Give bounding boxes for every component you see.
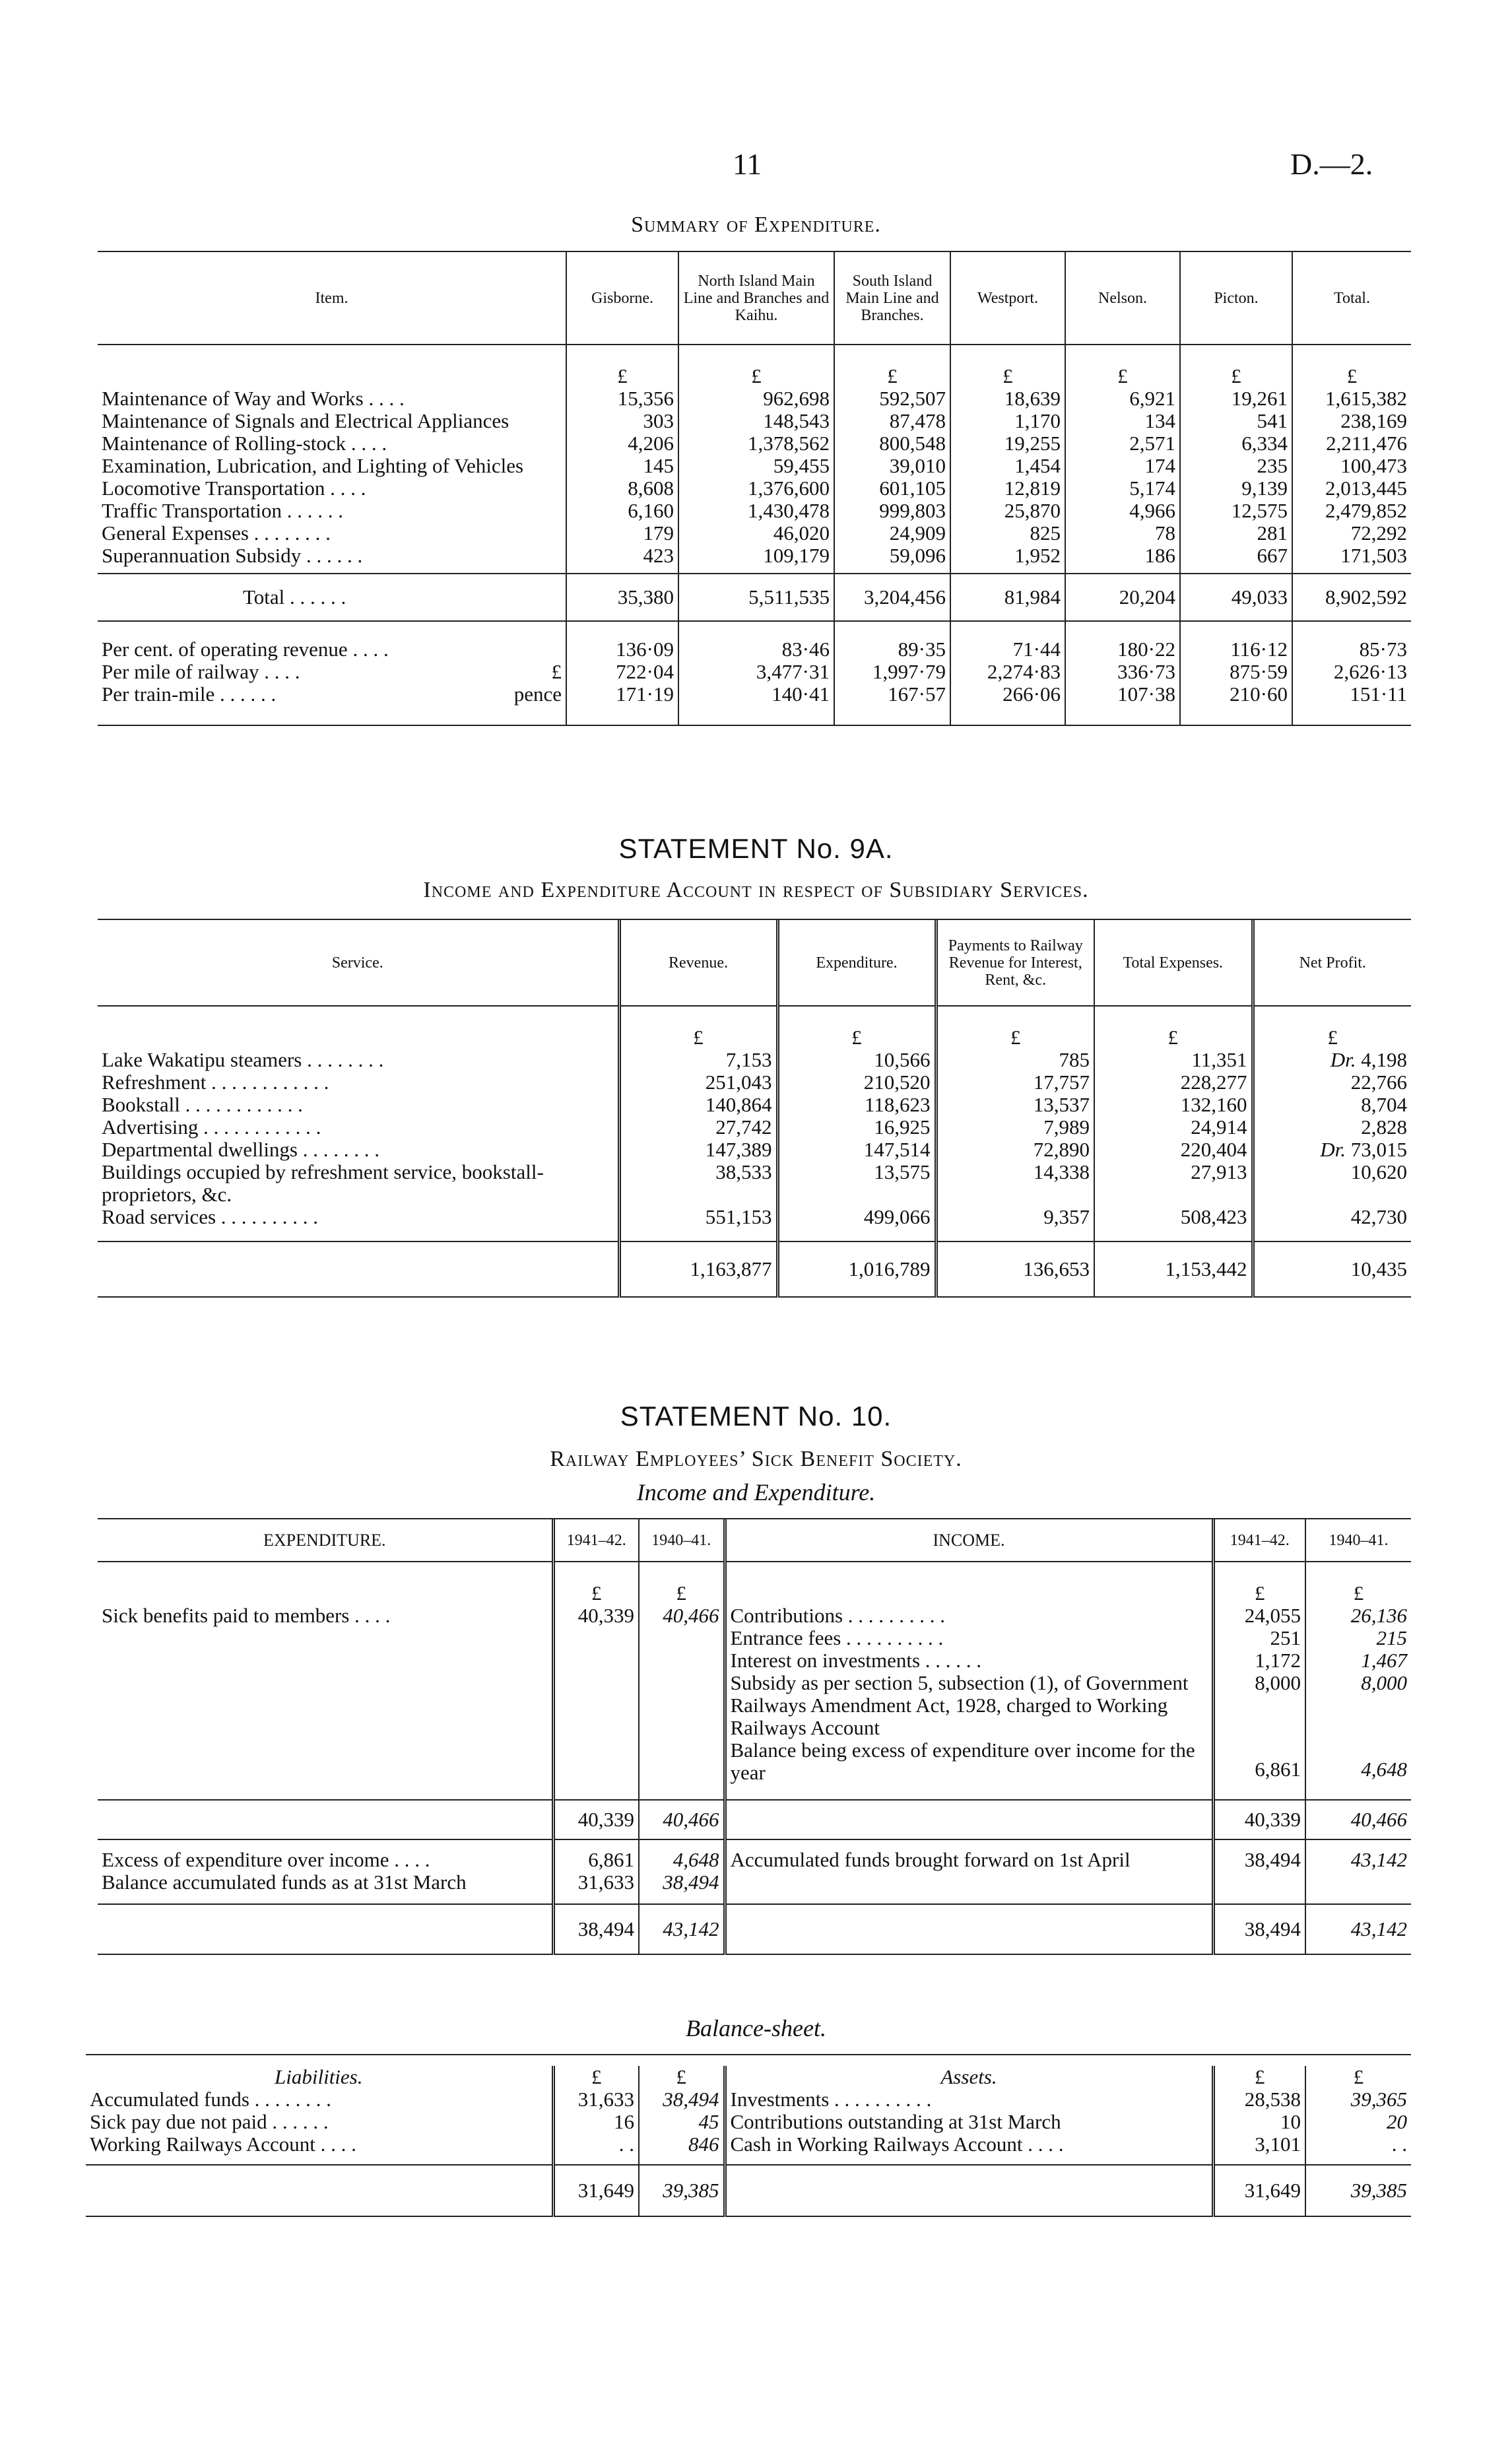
table-row: General Expenses . . . . . . . . 179 46,020 24,909 825 78 281 72,292 bbox=[98, 522, 1411, 545]
grand-total-row: 38,494 43,142 38,494 43,142 bbox=[98, 1904, 1411, 1954]
balance-header-row: Liabilities. £ £ Assets. £ £ bbox=[86, 2066, 1411, 2088]
subtotal-row: 40,339 40,466 40,339 40,466 bbox=[98, 1800, 1411, 1839]
table-row: Per mile of railway . . . . £ 722·04 3,477·31 1,997·79 2,274·83 336·73 875·59 2,626·13 bbox=[98, 661, 1411, 683]
table-row: Subsidy as per section 5, subsection (1), of Government Railways Amendment Act, 1928, charged to Working Railways Account 8,000 8,000 bbox=[98, 1672, 1411, 1739]
table-row: Sick benefits paid to members . . . . 40,339 40,466 Contributions . . . . . . . . . . 24,055 26,136 bbox=[98, 1604, 1411, 1627]
sick-benefit-table bbox=[98, 1519, 1411, 1955]
table-row: Working Railways Account . . . . . . 846 Cash in Working Railways Account . . . . 3,101 . . bbox=[86, 2133, 1411, 2165]
table-row: Balance accumulated funds as at 31st March 31,633 38,494 bbox=[98, 1871, 1411, 1904]
col-item: Item. bbox=[315, 289, 348, 307]
table-row: Advertising . . . . . . . . . . . . 27,742 16,925 7,989 24,914 2,828 bbox=[98, 1116, 1411, 1139]
table-row: Per train-mile . . . . . . pence 171·19 140·41 167·57 266·06 107·38 210·60 151·11 bbox=[98, 683, 1411, 725]
table-row: Sick pay due not paid . . . . . . 16 45 Contributions outstanding at 31st March 10 20 bbox=[86, 2111, 1411, 2133]
document-reference: D.—2. bbox=[1290, 147, 1373, 181]
currency-row: £ £ £ £ £ £ £ bbox=[98, 365, 1411, 387]
table-row: Maintenance of Way and Works . . . . 15,356 962,698 592,507 18,639 6,921 19,261 1,615,382 bbox=[98, 387, 1411, 410]
table-row: Superannuation Subsidy . . . . . . 423 109,179 59,096 1,952 186 667 171,503 bbox=[98, 545, 1411, 574]
table-row: Per cent. of operating revenue . . . . 136·09 83·46 89·35 71·44 180·22 116·12 85·73 bbox=[98, 638, 1411, 661]
col-total: Total. bbox=[1292, 252, 1411, 345]
summary-title: Summary of Expenditure. bbox=[631, 213, 881, 237]
table-row: Locomotive Transportation . . . . 8,608 1,376,600 601,105 12,819 5,174 9,139 2,013,445 bbox=[98, 477, 1411, 500]
table-row: Excess of expenditure over income . . . . 6,861 4,648 Accumulated funds brought forward on 1st April 38,494 43,142 bbox=[98, 1849, 1411, 1871]
col-net-profit: Net Profit. bbox=[1253, 920, 1411, 1006]
liabilities-header: Liabilities. bbox=[275, 2065, 363, 2088]
table-row: Maintenance of Rolling-stock . . . . 4,206 1,378,562 800,548 19,255 2,571 6,334 2,211,476 bbox=[98, 432, 1411, 455]
table-row: Examination, Lubrication, and Lighting of Vehicles 145 59,455 39,010 1,454 174 235 100,473 bbox=[98, 455, 1411, 477]
col-picton: Picton. bbox=[1180, 252, 1292, 345]
table-row: Maintenance of Signals and Electrical Appliances 303 148,543 87,478 1,170 134 541 238,169 bbox=[98, 410, 1411, 432]
assets-header: Assets. bbox=[725, 2066, 1213, 2088]
summary-table bbox=[98, 252, 1411, 726]
total-row: Total . . . . . . 35,380 5,511,535 3,204,456 81,984 20,204 49,033 8,902,592 bbox=[98, 574, 1411, 621]
statement-9a-heading: STATEMENT No. 9A. bbox=[618, 833, 894, 864]
col-westport: Westport. bbox=[950, 252, 1065, 345]
statement-10-subtitle: Income and Expenditure. bbox=[636, 1479, 876, 1505]
statement-10-heading: STATEMENT No. 10. bbox=[620, 1401, 892, 1432]
expenditure-header: EXPENDITURE. bbox=[263, 1530, 386, 1550]
col-nelson: Nelson. bbox=[1065, 252, 1180, 345]
col-south-island: South Island Main Line and Branches. bbox=[834, 252, 950, 345]
col-gisborne: Gisborne. bbox=[566, 252, 678, 345]
col-expenditure: Expenditure. bbox=[777, 920, 936, 1006]
table-row: Departmental dwellings . . . . . . . . 147,389 147,514 72,890 220,404 Dr. 73,015 bbox=[98, 1139, 1411, 1161]
page-number: 11 bbox=[733, 147, 762, 181]
table-row: Bookstall . . . . . . . . . . . . 140,864 118,623 13,537 132,160 8,704 bbox=[98, 1094, 1411, 1116]
currency-row: £ £ £ £ bbox=[98, 1582, 1411, 1604]
balance-sheet-table bbox=[86, 2066, 1411, 2217]
col-year-previous: 1940–41. bbox=[1305, 1519, 1411, 1562]
currency-row: £ £ £ £ £ bbox=[98, 1026, 1411, 1049]
totals-row: 1,163,877 1,016,789 136,653 1,153,442 10,435 bbox=[98, 1241, 1411, 1297]
col-year-previous: 1940–41. bbox=[639, 1519, 725, 1562]
col-total-expenses: Total Expenses. bbox=[1094, 920, 1253, 1006]
income-header: INCOME. bbox=[725, 1519, 1213, 1562]
col-year-current: 1941–42. bbox=[1213, 1519, 1305, 1562]
subsidiary-services-table bbox=[98, 920, 1411, 1298]
table-row: Refreshment . . . . . . . . . . . . 251,043 210,520 17,757 228,277 22,766 bbox=[98, 1071, 1411, 1094]
col-service: Service. bbox=[331, 954, 383, 972]
table-row: Entrance fees . . . . . . . . . . 251 215 bbox=[98, 1627, 1411, 1649]
table-row: Accumulated funds . . . . . . . . 31,633 38,494 Investments . . . . . . . . . . 28,538 39,365 bbox=[86, 2088, 1411, 2111]
balance-sheet-title: Balance-sheet. bbox=[686, 2015, 826, 2041]
col-revenue: Revenue. bbox=[619, 920, 777, 1006]
table-row: Road services . . . . . . . . . . 551,153 499,066 9,357 508,423 42,730 bbox=[98, 1206, 1411, 1241]
summary-body bbox=[98, 387, 1411, 725]
col-payments: Payments to Railway Revenue for Interest, Rent, &c. bbox=[936, 920, 1094, 1006]
statement-9a-title: Income and Expenditure Account in respect of Subsidiary Services. bbox=[423, 878, 1089, 902]
statement-10-title: Railway Employees’ Sick Benefit Society. bbox=[550, 1447, 962, 1471]
balance-totals-row: 31,649 39,385 31,649 39,385 bbox=[86, 2165, 1411, 2216]
table-row: Lake Wakatipu steamers . . . . . . . . 7,153 10,566 785 11,351 Dr. 4,198 bbox=[98, 1049, 1411, 1071]
col-year-current: 1941–42. bbox=[553, 1519, 639, 1562]
table-row: Balance being excess of expenditure over income for the year 6,861 4,648 bbox=[98, 1739, 1411, 1800]
table-row: Traffic Transportation . . . . . . 6,160 1,430,478 999,803 25,870 4,966 12,575 2,479,852 bbox=[98, 500, 1411, 522]
table-row: Buildings occupied by refreshment service, bookstall-proprietors, &c. 38,533 13,575 14,338 27,913 10,620 bbox=[98, 1161, 1411, 1206]
col-north-island: North Island Main Line and Branches and Kaihu. bbox=[678, 252, 834, 345]
table-row: Interest on investments . . . . . . 1,172 1,467 bbox=[98, 1649, 1411, 1672]
